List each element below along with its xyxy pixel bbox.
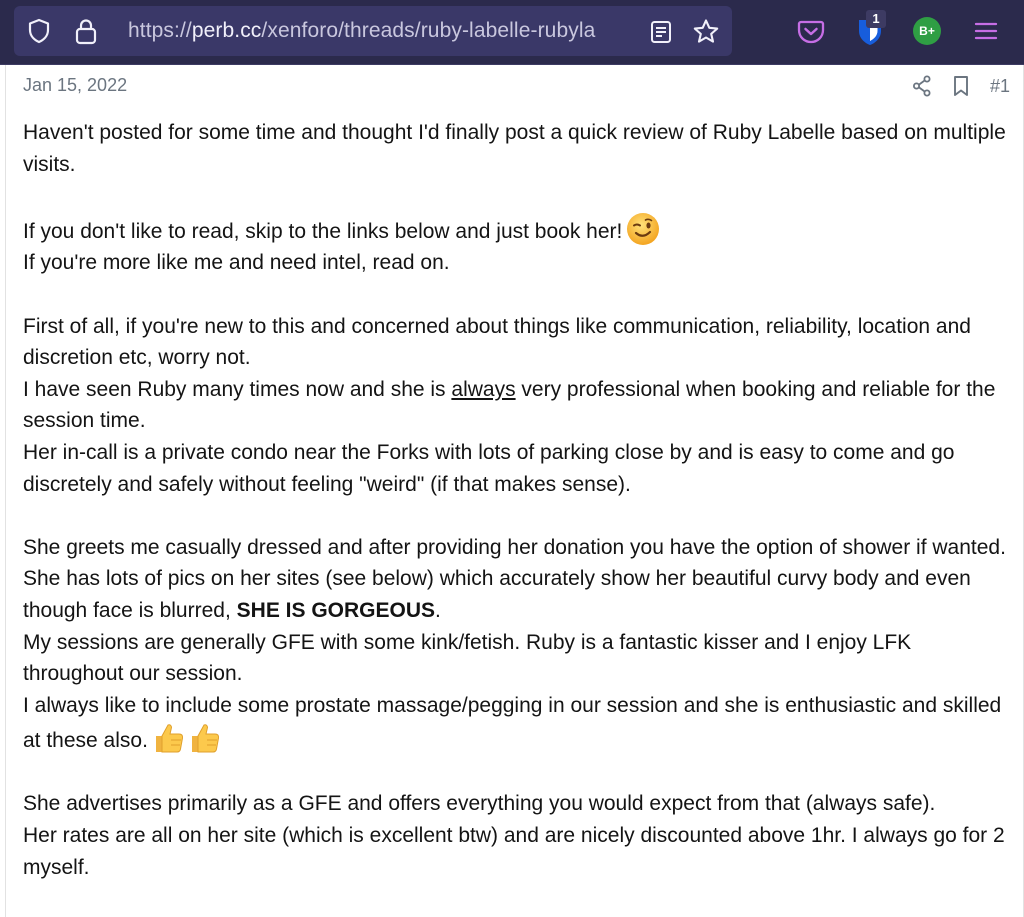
url-domain: perb.cc [191,19,262,42]
address-bar[interactable] [14,6,732,56]
paragraph: Her rates are all on her site (which is excellent btw) and are nicely discounted above 1hr. I always go for 2 myself. [23,824,1005,879]
paragraph: Her in-call is a private condo near the Forks with lots of parking close by and is easy to come and go discretely and safely without feeling "weird" (if that makes sense). [23,440,955,496]
paragraph [23,563,1013,626]
paragraph: She advertises primarily as a GFE and offers everything you would expect from that (always safe). [23,792,936,816]
reader-view-icon[interactable] [650,20,672,44]
extension-badge-count: 1 [866,10,886,28]
browser-toolbar [0,0,1024,65]
post-number-link[interactable]: #1 [989,75,1010,96]
underlined-text: always [451,377,516,401]
post-date[interactable]: Jan 15, 2022 [23,75,128,95]
bookmark-star-icon[interactable] [692,18,720,46]
paragraph: If you're more like me and need intel, read on. [23,251,450,275]
paragraph: Haven't posted for some time and thought I'd finally post a quick review of Ruby Labelle based on multiple visits. [23,121,1006,176]
paragraph-text: I have seen Ruby many times now and she is [23,377,452,401]
paragraph [23,374,1013,437]
lock-icon[interactable] [74,17,98,45]
paragraph: First of all, if you're new to this and concerned about things like communication, reliability, location and discretion etc, worry not. [23,314,971,370]
tracking-protection-shield-icon[interactable] [26,18,52,44]
share-icon[interactable] [912,75,932,97]
menu-hamburger-icon[interactable] [974,20,998,42]
paragraph-text: She has lots of pics on her sites (see below) which accurately show her beautiful curvy body and even though face is blurred, [23,567,971,622]
account-avatar[interactable]: B+ [913,17,941,45]
url-fade [610,14,654,48]
paragraph-text: . [435,598,441,622]
pocket-icon[interactable] [797,19,825,45]
thumbs-up-emoji-icon [152,721,186,755]
paragraph [23,690,1013,757]
paragraph-text: very professional when booking and reliable for the session time. [23,377,996,433]
forum-post [0,65,1024,917]
thumbs-up-emoji-icon [188,721,222,755]
paragraph: My sessions are generally GFE with some kink/fetish. Ruby is a fantastic kisser and I enjoy LFK throughout our session. [23,630,912,686]
url-path: /xenforo/threads/ruby-labelle-rubyla [261,19,596,42]
paragraph-text: I always like to include some prostate massage/pegging in our session and she is enthusiastic and skilled at these also. [23,693,1002,753]
paragraph [23,212,1013,248]
url-text[interactable] [128,6,652,56]
url-prefix: https:// [128,19,192,42]
post-actions [912,73,1010,99]
winking-face-emoji-icon [626,212,660,246]
post-body [23,117,1013,883]
bookmark-icon[interactable] [952,75,970,97]
post-left-border [5,65,6,917]
paragraph: She greets me casually dressed and after providing her donation you have the option of shower if wanted. [23,535,1006,559]
paragraph-text: If you don't like to read, skip to the links below and just book her! [23,219,623,243]
bold-text: SHE IS GORGEOUS [236,598,436,622]
